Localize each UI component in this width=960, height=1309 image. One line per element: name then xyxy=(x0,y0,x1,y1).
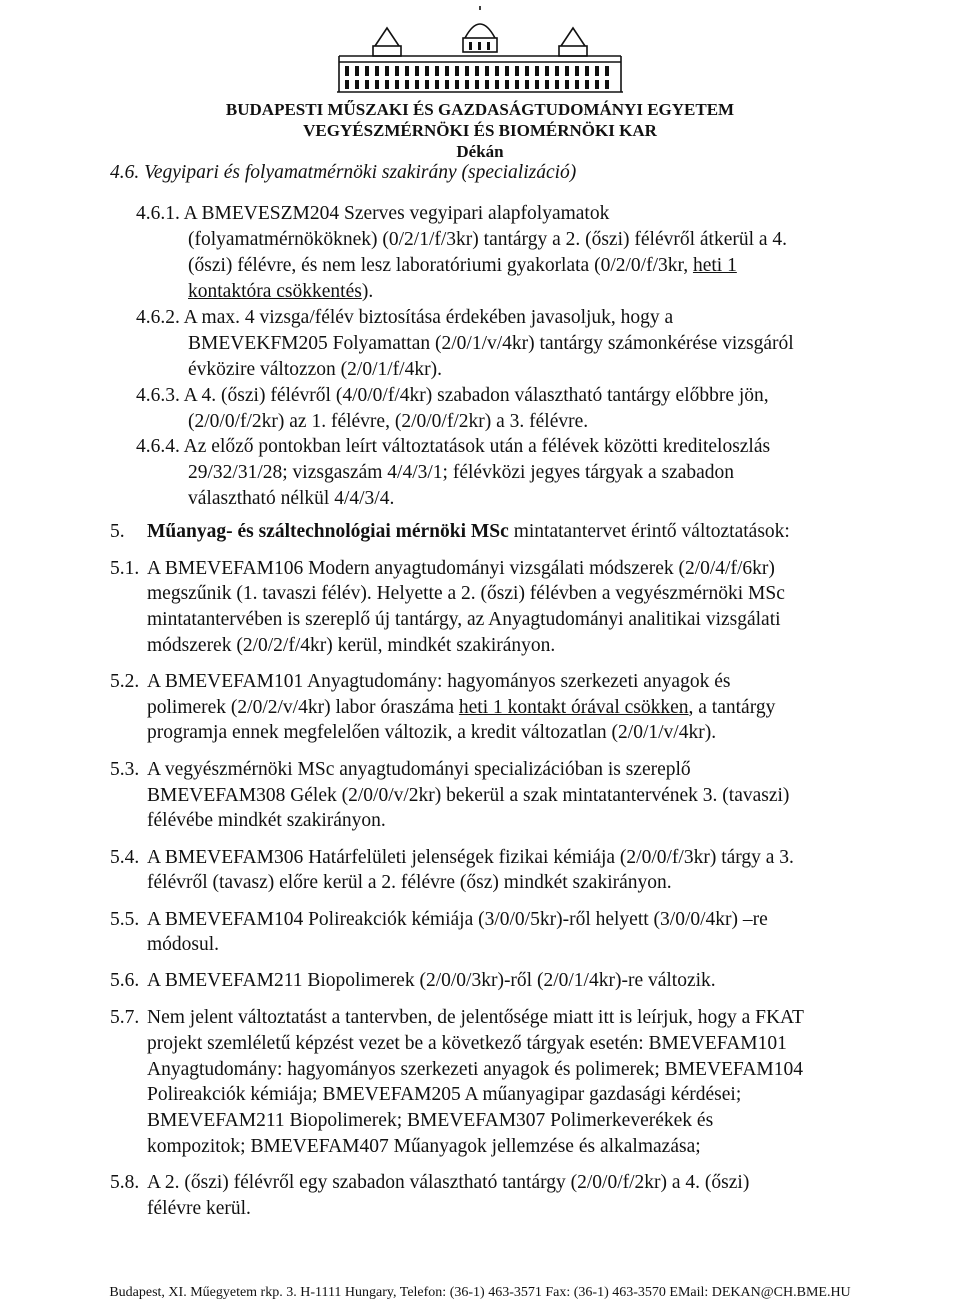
underlined-text: heti 1 kontakt órával csökken xyxy=(458,697,689,718)
item-number: 5.7. xyxy=(110,1007,140,1028)
para-4-6-1-line: (folyamatmérnököknek) (0/2/1/f/3kr) tantárgy a 2. (őszi) félévről átkerül a 4. xyxy=(188,229,788,250)
item-line: A BMEVEFAM104 Polireakciók kémiája (3/0/0/5kr)-ről helyett (3/0/0/4kr) –re xyxy=(147,909,768,930)
item-line: megszűnik (1. tavaszi félév). Helyette a 2. (őszi) félévben a vegyészmérnöki MSc xyxy=(147,583,785,604)
para-4-6-2-line: évközire változzon (2/0/1/f/4kr). xyxy=(188,359,442,380)
underlined-text: heti 1 xyxy=(692,255,737,276)
text-run: (őszi) félévre, és nem lesz laboratóriumi gyakorlata (0/2/0/f/3kr, xyxy=(188,255,693,276)
university-building-logo xyxy=(335,6,625,94)
item-line: módszerek (2/0/2/f/4kr) kerül, mindkét szakirányon. xyxy=(147,635,556,656)
item-number: 5.4. xyxy=(110,847,140,868)
item-line: félévébe mindkét szakirányon. xyxy=(147,810,386,831)
item-line: Polireakciók kémiája; BMEVEFAM205 A műanyagipar gazdasági kérdései; xyxy=(147,1084,742,1105)
item-line: A BMEVEFAM306 Határfelületi jelenségek fizikai kémiája (2/0/0/f/3kr) tárgy a 3. xyxy=(147,847,794,868)
item-line: projekt szemléletű képzést vezet be a következő tárgyak esetén: BMEVEFAM101 xyxy=(147,1033,787,1054)
item-line: BMEVEFAM308 Gélek (2/0/0/v/2kr) bekerül a szak mintatantervének 3. (tavaszi) xyxy=(147,785,790,806)
para-4-6-3-line: 4.6.3. A 4. (őszi) félévről (4/0/0/f/4kr) szabadon választható tantárgy előbbre jön, xyxy=(136,385,769,406)
para-4-6-4-line: 29/32/31/28; vizsgaszám 4/4/3/1; félévközi jegyes tárgyak a szabadon xyxy=(188,462,735,483)
item-number: 5.2. xyxy=(110,671,140,692)
item-line: BMEVEFAM211 Biopolimerek; BMEVEFAM307 Polimerkeverékek és xyxy=(147,1110,714,1131)
item-line: A BMEVEFAM106 Modern anyagtudományi vizsgálati módszerek (2/0/4/f/6kr) xyxy=(147,558,775,579)
item-line: félévről (tavasz) előre kerül a 2. félévre (ősz) mindkét szakirányon. xyxy=(147,872,672,893)
dean-title: Dékán xyxy=(456,142,504,161)
underlined-text: kontaktóra csökkentés xyxy=(188,281,362,302)
item-line: kompozitok; BMEVEFAM407 Műanyagok jellemzése és alkalmazása; xyxy=(147,1136,701,1157)
item-line: módosul. xyxy=(147,934,220,955)
item-number: 5.6. xyxy=(110,970,140,991)
item-line: A 2. (őszi) félévről egy szabadon választható tantárgy (2/0/0/f/2kr) a 4. (őszi) xyxy=(147,1172,750,1193)
item-line: Anyagtudomány: hagyományos szerkezeti anyagok és polimerek; BMEVEFAM104 xyxy=(147,1059,804,1080)
text-run: ). xyxy=(361,281,374,302)
section-4-6-title: 4.6. Vegyipari és folyamatmérnöki szakirány (specializáció) xyxy=(110,162,577,183)
item-line: félévre kerül. xyxy=(147,1198,251,1219)
item-line: mintatantervében is szereplő új tantárgy, az Anyagtudományi analitikai vizsgálati xyxy=(147,609,781,630)
section-5-number: 5. xyxy=(110,521,125,542)
item-line: A vegyészmérnöki MSc anyagtudományi specializációban is szereplő xyxy=(147,759,691,780)
item-line: A BMEVEFAM101 Anyagtudomány: hagyományos szerkezeti anyagok és xyxy=(147,671,731,692)
item-line xyxy=(147,695,775,721)
item-number: 5.5. xyxy=(110,909,140,930)
item-line: programja ennek megfelelően változik, a kredit változatlan (2/0/1/v/4kr). xyxy=(147,722,717,743)
section-5-title xyxy=(147,519,790,545)
page-footer-address: Budapest, XI. Műegyetem rkp. 3. H-1111 Hungary, Telefon: (36-1) 463-3571 Fax: (36-1) 463-3570 EMail: DEKAN@CH.BME.HU xyxy=(109,1285,851,1300)
item-line: Nem jelent változtatást a tantervben, de jelentősége miatt itt is leírjuk, hogy a FKAT xyxy=(147,1007,804,1028)
item-number: 5.8. xyxy=(110,1172,140,1193)
university-name: BUDAPESTI MŰSZAKI ÉS GAZDASÁGTUDOMÁNYI EGYETEM xyxy=(225,100,735,119)
text-run: polimerek (2/0/2/v/4kr) labor óraszáma xyxy=(147,697,459,718)
faculty-name: VEGYÉSZMÉRNÖKI ÉS BIOMÉRNÖKI KAR xyxy=(303,121,657,140)
para-4-6-1-line xyxy=(188,253,737,279)
para-4-6-2-line: 4.6.2. A max. 4 vizsga/félév biztosítása érdekében javasoljuk, hogy a xyxy=(136,307,674,328)
item-number: 5.3. xyxy=(110,759,140,780)
para-4-6-1-line: 4.6.1. A BMEVESZM204 Szerves vegyipari alapfolyamatok xyxy=(136,203,610,224)
para-4-6-3-line: (2/0/0/f/2kr) az 1. félévre, (2/0/0/f/2kr) a 3. félévre. xyxy=(188,411,589,432)
para-4-6-2-line: BMEVEKFM205 Folyamattan (2/0/1/v/4kr) tantárgy számonkérése vizsgáról xyxy=(188,333,794,354)
bold-title: Műanyag- és száltechnológiai mérnöki MSc xyxy=(147,521,509,542)
text-run: mintatantervet érintő változtatások: xyxy=(508,521,790,542)
item-number: 5.1. xyxy=(110,558,140,579)
para-4-6-4-line: választható nélkül 4/4/3/4. xyxy=(188,488,395,509)
para-4-6-4-line: 4.6.4. Az előző pontokban leírt változtatások után a félévek közötti krediteloszlás xyxy=(136,436,771,457)
para-4-6-1-line xyxy=(188,279,373,305)
item-line: A BMEVEFAM211 Biopolimerek (2/0/0/3kr)-ről (2/0/1/4kr)-re változik. xyxy=(147,970,716,991)
text-run: , a tantárgy xyxy=(688,697,776,718)
